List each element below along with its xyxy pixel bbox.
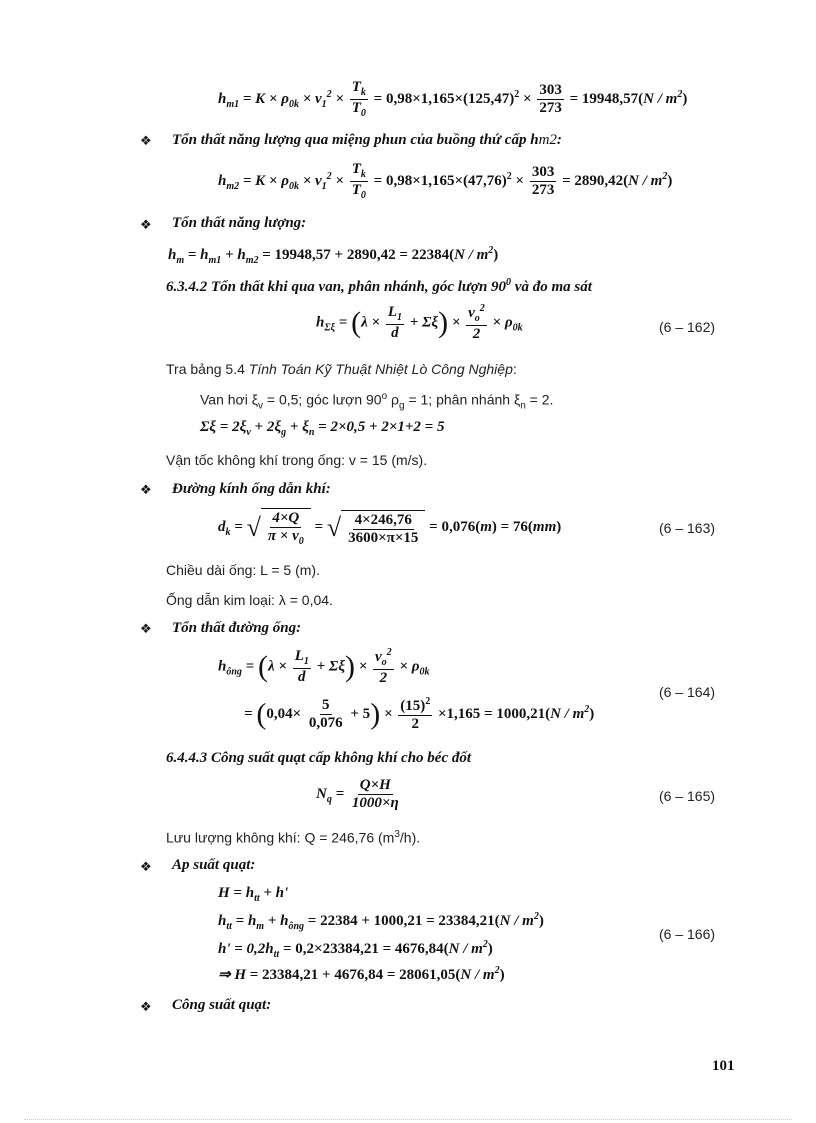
section-heading-diameter: Đường kính ống dẫn khí: <box>172 481 331 497</box>
diamond-bullet-icon: ❖ <box>140 622 152 637</box>
equation-6-164-line1: $h_{ông} = (\lambda$ × $\frac{L_1}{d}$ + Σξ) × $\frac{v_o^2}{2}$ × $\rho_{0k}$ <box>218 647 430 686</box>
subsection-heading-6342: 6.3.4.2 Tổn thất khi qua van, phân nhánh, góc lượn $90^0$ và đo ma sát <box>166 277 592 295</box>
diamond-bullet-icon: ❖ <box>140 483 152 498</box>
diamond-bullet-icon: ❖ <box>140 860 152 875</box>
equation-hm1: $h_{m1} = K \times \rho_{0k} \times v_1^2$ × $\frac{T_k}{T_0}$ = $0,98\times 1,165\times(125,47)^2$ × $\frac{303}{273}$ = $19948,57(N / m^2)$ <box>218 79 688 119</box>
equation-number: (6 – 164) <box>659 684 716 700</box>
equation-number: (6 – 163) <box>659 520 716 536</box>
equation-6-163: $d_k$ = √ $\frac{4\times Q}{\pi \times v_0}$ = √ $\frac{4\times 246,76}{3600\times\pi\times 15}$ = 0,076(m) = 76(mm) <box>218 510 562 547</box>
section-heading-pressure: Ap suất quạt: <box>172 857 256 873</box>
section-heading-fan-power: Công suất quạt: <box>172 997 272 1013</box>
equation-number: (6 – 165) <box>659 788 716 804</box>
equation-6-166-line2: $h_{tt} = h_m + h_{ông} = 22384 + 1000,21 = 23384,21(N / m^2)$ <box>218 911 544 932</box>
coefficient-text: Van hơi $\xi_v = 0,5$; góc lượn 90$^o$ $\rho_g = 1$; phân nhánh $\xi_n = 2$. <box>200 391 554 412</box>
equation-6-166-line4: ⇒ $H = 23384,21 + 4676,84 = 28061,05(N / m^2)$ <box>218 965 505 983</box>
reference-text: Tra bảng 5.4 Tính Toán Kỹ Thuật Nhiệt Lò Công Nghiệp: <box>166 361 517 377</box>
equation-hm2: $h_{m2} = K \times \rho_{0k} \times v_1^2$ × $\frac{T_k}{T_0}$ = $0,98\times 1,165\times(47,76)^2$ × $\frac{303}{273}$ = $2890,42(N / m^2)$ <box>218 161 673 201</box>
equation-6-166-line1: $H = h_{tt} + h'$ <box>218 885 289 904</box>
length-text: Chiều dài ống: L = 5 (m). <box>166 562 320 578</box>
pipe-text: Ống dẫn kim loại: λ = 0,04. <box>166 592 333 608</box>
diamond-bullet-icon: ❖ <box>140 218 152 233</box>
equation-6-162: $h_{\Sigma\xi} = (\lambda$ × $\frac{L_1}{d}$ + Σξ) × $\frac{v_o^2}{2}$ × $\rho_{0k}$ <box>316 303 523 342</box>
diamond-bullet-icon: ❖ <box>140 1000 152 1015</box>
subsection-heading-6443: 6.4.4.3 Công suất quạt cấp không khí cho béc đốt <box>166 750 472 766</box>
section-heading-hm: Tổn thất năng lượng: <box>172 215 307 231</box>
section-heading-hm2: Tổn thất năng lượng qua miệng phun của buồng thứ cấp hm2: <box>172 132 562 148</box>
equation-number: (6 – 166) <box>659 926 716 942</box>
flow-rate-text: Lưu lượng không khí: Q = 246,76 $(m^3/h)$. <box>166 829 421 846</box>
equation-sum-xi: $\Sigma\xi = 2\xi_v + 2\xi_g + \xi_n = 2\times 0,5 + 2\times 1+2 = 5$ <box>200 419 445 438</box>
equation-6-166-line3: $h' = 0,2h_{tt} = 0,2\times 23384,21 = 4676,84(N / m^2)$ <box>218 939 493 960</box>
page-number: 101 <box>712 1058 735 1074</box>
diamond-bullet-icon: ❖ <box>140 134 152 149</box>
velocity-text: Vận tốc không khí trong ống: v = 15 (m/s). <box>166 452 428 468</box>
equation-hm: $h_m = h_{m1} + h_{m2} = 19948,57 + 2890,42 = 22384(N / m^2)$ <box>168 245 499 266</box>
equation-6-165: $N_q$ = $\frac{Q\times H}{1000\times\eta}$ <box>316 777 399 811</box>
equation-6-164-line2: = (0,04× $\frac{5}{0,076}$ + 5) × $\frac{(15)^2}{2}$ $\times 1,165 = 1000,21(N / m^2)$ <box>244 696 595 732</box>
equation-number: (6 – 162) <box>659 319 716 335</box>
section-heading-pipe-loss: Tổn thất đường ống: <box>172 620 302 636</box>
footer-divider <box>24 1119 792 1120</box>
